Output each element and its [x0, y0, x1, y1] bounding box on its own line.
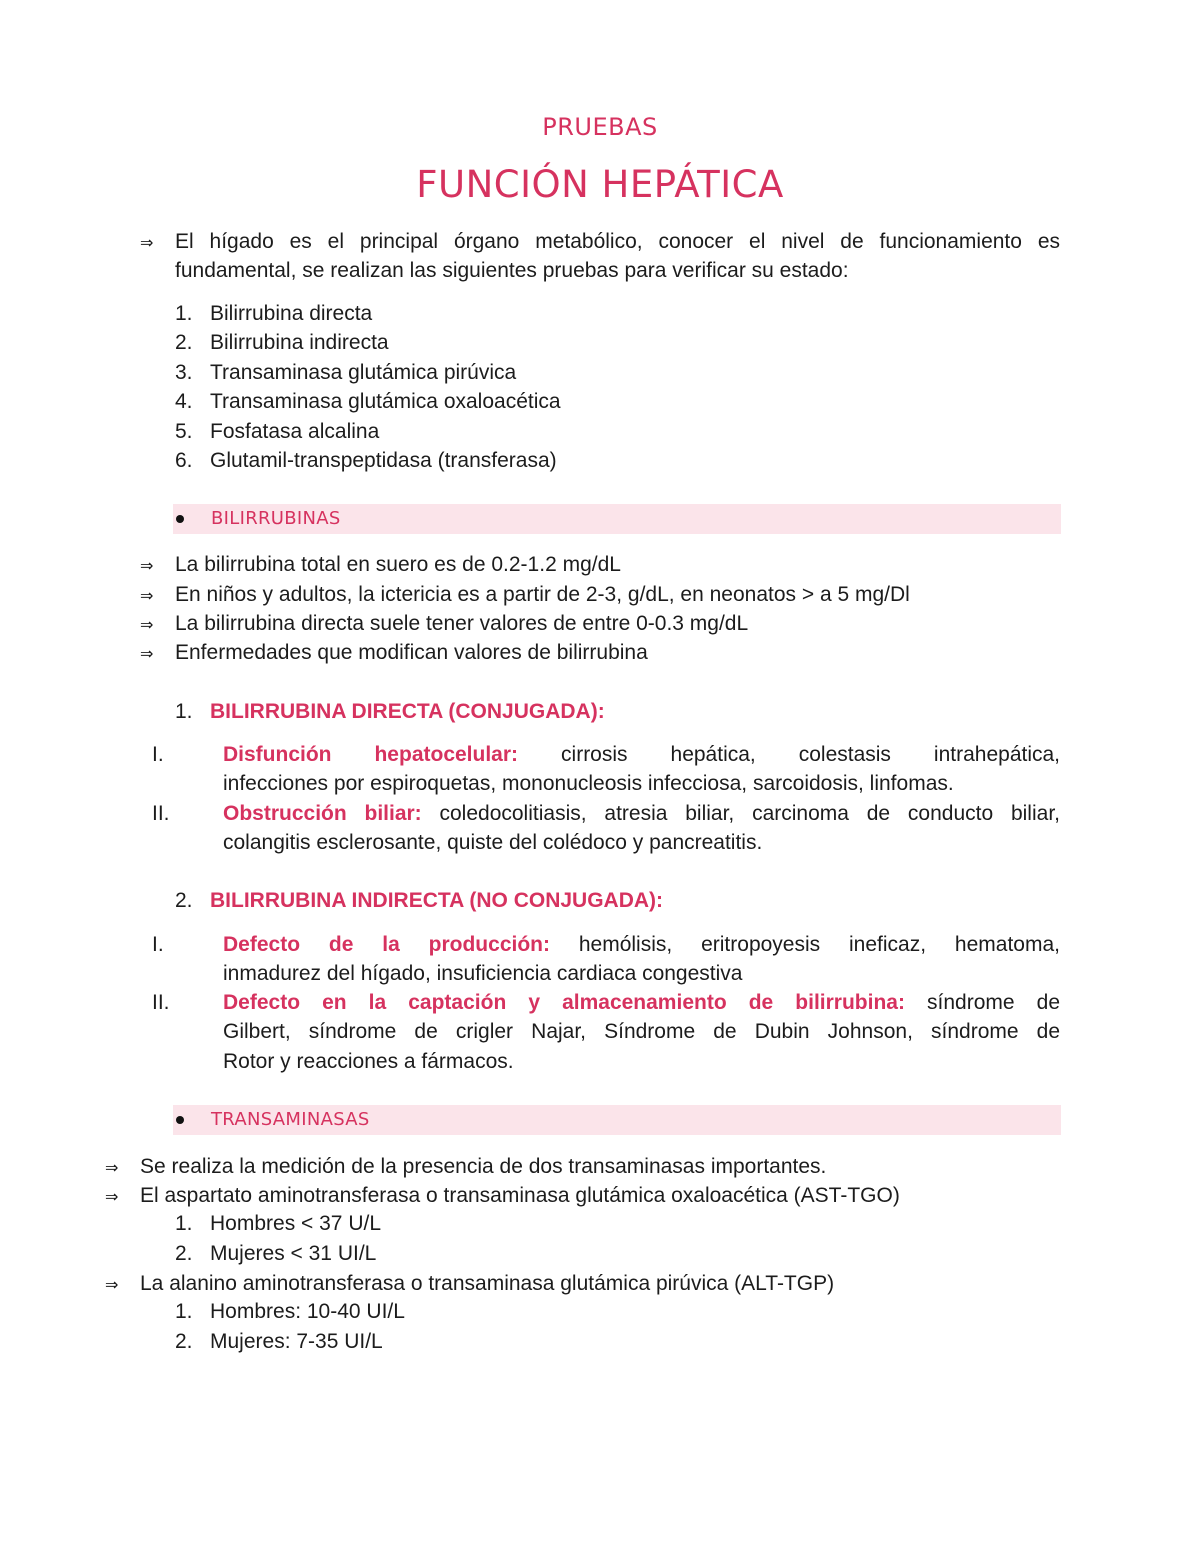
subsection-title-indirecta: BILIRRUBINA INDIRECTA (NO CONJUGADA): [210, 889, 664, 912]
item-first-line [223, 930, 1060, 959]
bullet-point: El aspartato aminotransferasa o transaminasa glutámica oxaloacética (AST-TGO) [140, 1184, 900, 1207]
subsection-title-directa: BILIRRUBINA DIRECTA (CONJUGADA): [210, 700, 605, 723]
item-first-line [223, 988, 1060, 1017]
arrow-icon: ⇒ [140, 644, 154, 663]
list-item-number: 5. [175, 420, 193, 443]
arrow-icon: ⇒ [105, 1187, 119, 1206]
list-item-number: 1. [175, 302, 193, 325]
item-label: Defecto en la captación y almacenamiento de bilirrubina: [223, 991, 905, 1014]
list-item-number: 4. [175, 390, 193, 413]
section-heading-label: TRANSAMINASAS [211, 1109, 370, 1130]
list-item: Transaminasa glutámica oxaloacética [210, 390, 561, 413]
item-text: cirrosis hepática, colestasis intrahepática, [561, 743, 1061, 766]
list-item-number: 1. [175, 1212, 193, 1235]
arrow-icon: ⇒ [140, 615, 154, 634]
item-text: síndrome de [927, 991, 1060, 1014]
bullet-icon [176, 1116, 184, 1124]
item-text: hemólisis, eritropoyesis ineficaz, hematoma, [578, 933, 1060, 956]
bullet-point: La bilirrubina directa suele tener valores de entre 0-0.3 mg/dL [175, 612, 749, 635]
intro-line-2: fundamental, se realizan las siguientes pruebas para verificar su estado: [175, 259, 849, 282]
item-first-line [223, 740, 1060, 769]
list-item: Hombres: 10-40 UI/L [210, 1300, 405, 1323]
bullet-icon [176, 515, 184, 523]
section-heading-label: BILIRRUBINAS [211, 508, 341, 529]
list-item-number: 1. [175, 1300, 193, 1323]
bullet-point: Enfermedades que modifican valores de bilirrubina [175, 641, 648, 664]
roman-numeral: I. [152, 743, 164, 766]
item-continuation: infecciones por espiroquetas, mononucleosis infecciosa, sarcoidosis, linfomas. [223, 772, 954, 795]
bullet-point: La bilirrubina total en suero es de 0.2-1.2 mg/dL [175, 553, 621, 576]
item-label: Defecto de la producción: [223, 933, 550, 956]
intro-line-1: El hígado es el principal órgano metabólico, conocer el nivel de funcionamiento es [175, 230, 1060, 253]
item-first-line [223, 799, 1060, 828]
bullet-point: Se realiza la medición de la presencia de dos transaminasas importantes. [140, 1155, 827, 1178]
page-subtitle: PRUEBAS [542, 113, 658, 141]
list-item: Glutamil-transpeptidasa (transferasa) [210, 449, 557, 472]
list-item-number: 2. [175, 1242, 193, 1265]
list-item: Hombres < 37 U/L [210, 1212, 381, 1235]
subsection-number: 1. [175, 700, 193, 723]
subsection-number: 2. [175, 889, 193, 912]
section-heading-transaminasas [173, 1105, 1061, 1135]
item-continuation: inmadurez del hígado, insuficiencia cardiaca congestiva [223, 962, 743, 985]
list-item-number: 6. [175, 449, 193, 472]
list-item: Transaminasa glutámica pirúvica [210, 361, 517, 384]
list-item-number: 2. [175, 331, 193, 354]
arrow-icon: ⇒ [140, 586, 154, 605]
roman-numeral: I. [152, 933, 164, 956]
roman-numeral: II. [152, 802, 170, 825]
arrow-icon: ⇒ [105, 1158, 119, 1177]
arrow-icon: ⇒ [105, 1275, 119, 1294]
list-item: Mujeres: 7-35 UI/L [210, 1330, 383, 1353]
list-item: Bilirrubina directa [210, 302, 373, 325]
item-label: Disfunción hepatocelular: [223, 743, 519, 766]
list-item: Fosfatasa alcalina [210, 420, 380, 443]
item-text: coledocolitiasis, atresia biliar, carcinoma de conducto biliar, [439, 802, 1060, 825]
list-item-number: 2. [175, 1330, 193, 1353]
arrow-icon: ⇒ [140, 556, 154, 575]
arrow-icon: ⇒ [140, 233, 154, 252]
list-item: Bilirrubina indirecta [210, 331, 389, 354]
roman-numeral: II. [152, 991, 170, 1014]
item-continuation: colangitis esclerosante, quiste del colédoco y pancreatitis. [223, 831, 763, 854]
page-title: FUNCIÓN HEPÁTICA [416, 163, 784, 206]
bullet-point: En niños y adultos, la ictericia es a partir de 2-3, g/dL, en neonatos > a 5 mg/Dl [175, 583, 910, 606]
item-label: Obstrucción biliar: [223, 802, 422, 825]
list-item-number: 3. [175, 361, 193, 384]
item-continuation: Rotor y reacciones a fármacos. [223, 1050, 514, 1073]
section-heading-bilirrubinas [173, 504, 1061, 534]
list-item: Mujeres < 31 UI/L [210, 1242, 377, 1265]
bullet-point: La alanino aminotransferasa o transaminasa glutámica pirúvica (ALT-TGP) [140, 1272, 835, 1295]
item-continuation: Gilbert, síndrome de crigler Najar, Síndrome de Dubin Johnson, síndrome de [223, 1020, 1060, 1043]
